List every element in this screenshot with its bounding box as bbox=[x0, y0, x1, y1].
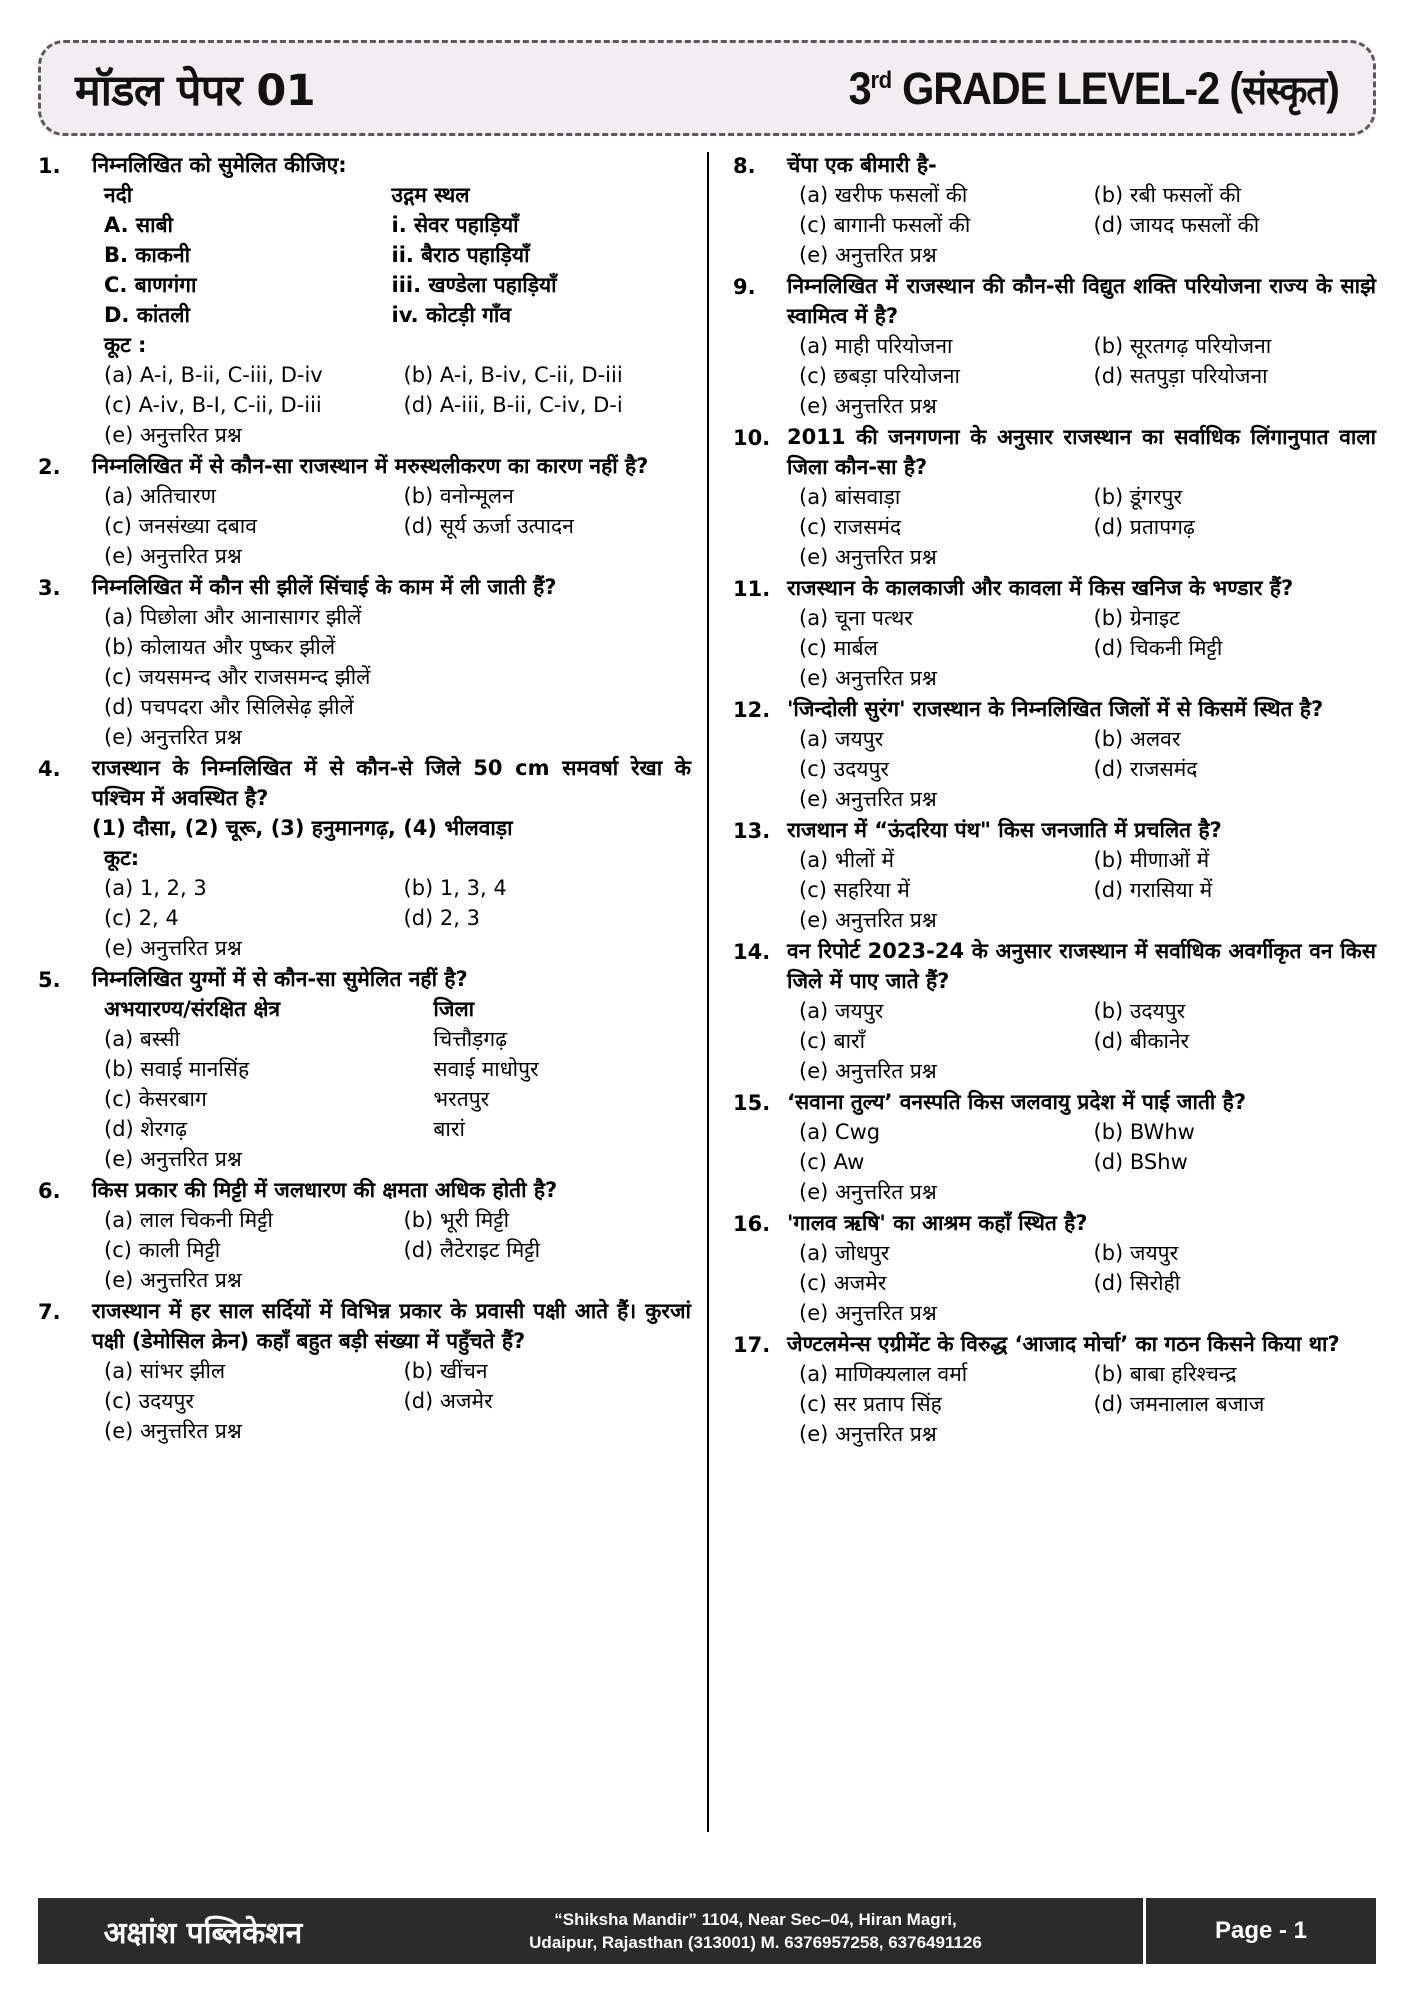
option[interactable]: (e) अनुत्तरित प्रश्न bbox=[799, 1180, 937, 1204]
option[interactable]: (a) बस्सी bbox=[104, 1027, 180, 1051]
option[interactable]: (b) वनोन्मूलन bbox=[403, 484, 514, 508]
option-row bbox=[92, 1114, 691, 1144]
option[interactable]: (d) सिरोही bbox=[1093, 1271, 1181, 1295]
option[interactable]: (a) जोधपुर bbox=[799, 1241, 890, 1265]
option[interactable]: (e) अनुत्तरित प्रश्न bbox=[799, 787, 937, 811]
option[interactable]: (a) माणिक्यलाल वर्मा bbox=[799, 1362, 968, 1386]
question-text: निम्नलिखित में से कौन-सा राजस्थान में मरुस्थलीकरण का कारण नहीं है? bbox=[92, 454, 649, 478]
option-row bbox=[787, 331, 1376, 361]
option-list bbox=[92, 360, 691, 450]
option[interactable]: (d) राजसमंद bbox=[1093, 757, 1198, 781]
question-1 bbox=[38, 150, 691, 450]
question-5 bbox=[38, 964, 691, 1174]
question-number: 3. bbox=[38, 576, 61, 600]
question-body bbox=[787, 422, 1376, 572]
question-17 bbox=[733, 1329, 1376, 1449]
option[interactable]: (c) उदयपुर bbox=[104, 1389, 194, 1413]
option-row bbox=[787, 1268, 1376, 1298]
option-row bbox=[787, 1238, 1376, 1268]
option-row bbox=[787, 512, 1376, 542]
question-3 bbox=[38, 572, 691, 752]
option-list bbox=[92, 1205, 691, 1295]
option[interactable]: (d) 2, 3 bbox=[403, 906, 480, 930]
question-8 bbox=[733, 150, 1376, 270]
option[interactable]: (c) बागानी फसलों की bbox=[799, 213, 971, 237]
option-row bbox=[787, 724, 1376, 754]
exam-title-close: ) bbox=[1326, 62, 1339, 114]
option[interactable]: (e) अनुत्तरित प्रश्न bbox=[799, 545, 937, 569]
option[interactable]: (d) सतपुड़ा परियोजना bbox=[1093, 364, 1268, 388]
question-body bbox=[92, 451, 691, 571]
option[interactable]: (d) सूर्य ऊर्जा उत्पादन bbox=[403, 514, 574, 538]
question-body bbox=[92, 572, 691, 752]
question-4 bbox=[38, 753, 691, 963]
option-list bbox=[92, 873, 691, 963]
question-12 bbox=[733, 694, 1376, 814]
match-header-right: उद्गम स्थल bbox=[391, 183, 470, 207]
option[interactable]: (c) राजसमंद bbox=[799, 515, 902, 539]
question-text: ‘सवाना तुल्य’ वनस्पति किस जलवायु प्रदेश में पाई जाती है? bbox=[787, 1090, 1246, 1114]
page-header bbox=[38, 40, 1376, 136]
question-text: राजस्थान के निम्नलिखित में से कौन-से जिले 50 cm समवर्षा रेखा के पश्चिम में अवस्थित है? bbox=[92, 756, 691, 810]
option[interactable]: (a) 1, 2, 3 bbox=[104, 876, 207, 900]
paper-title: मॉडल पेपर 01 bbox=[75, 65, 316, 116]
match-item-left: A. साबी bbox=[104, 213, 173, 237]
match-row bbox=[92, 240, 691, 270]
question-number: 6. bbox=[38, 1179, 61, 1203]
match-row bbox=[92, 270, 691, 300]
option-row bbox=[787, 996, 1376, 1026]
option-row bbox=[92, 903, 691, 933]
exam-title-ordinal-suffix: rd bbox=[870, 66, 892, 94]
option[interactable]: (b) 1, 3, 4 bbox=[403, 876, 507, 900]
question-text: 2011 की जनगणना के अनुसार राजस्थान का सर्वाधिक लिंगानुपात वाला जिला कौन-सा है? bbox=[787, 425, 1376, 479]
question-14 bbox=[733, 936, 1376, 1086]
question-number: 4. bbox=[38, 757, 61, 781]
option-row bbox=[787, 1147, 1376, 1177]
option[interactable]: (a) पिछोला और आनासागर झीलें bbox=[104, 605, 362, 629]
option-row bbox=[92, 1205, 691, 1235]
option[interactable]: (e) अनुत्तरित प्रश्न bbox=[104, 1268, 242, 1292]
option[interactable]: (e) अनुत्तरित प्रश्न bbox=[104, 936, 242, 960]
option[interactable]: (b) सूरतगढ़ परियोजना bbox=[1093, 334, 1272, 358]
question-number: 14. bbox=[733, 940, 771, 964]
option-row bbox=[92, 692, 691, 722]
option[interactable]: (a) सांभर झील bbox=[104, 1359, 226, 1383]
option[interactable]: (b) भूरी मिट्टी bbox=[403, 1208, 510, 1232]
exam-title-number: 3 bbox=[848, 62, 871, 114]
option-list bbox=[787, 1117, 1376, 1207]
publisher-address bbox=[368, 1898, 1146, 1964]
question-text: राजथान में “ऊंदरिया पंथ" किस जनजाति में प्रचलित है? bbox=[787, 818, 1222, 842]
option-row bbox=[787, 542, 1376, 572]
match-item-right: iv. कोटड़ी गाँव bbox=[391, 303, 512, 327]
option[interactable]: (a) A-i, B-ii, C-iii, D-iv bbox=[104, 363, 323, 387]
question-columns bbox=[38, 150, 1376, 1838]
option-list bbox=[787, 482, 1376, 572]
option[interactable]: (a) लाल चिकनी मिट्टी bbox=[104, 1208, 273, 1232]
question-number: 11. bbox=[733, 577, 771, 601]
option[interactable]: (b) A-i, B-iv, C-ii, D-iii bbox=[403, 363, 623, 387]
option-row bbox=[92, 1356, 691, 1386]
option[interactable]: (a) जयपुर bbox=[799, 727, 884, 751]
option-row bbox=[787, 1177, 1376, 1207]
question-9 bbox=[733, 271, 1376, 421]
koot-label: कूट: bbox=[104, 846, 140, 870]
option[interactable]: (b) कोलायत और पुष्कर झीलें bbox=[104, 635, 336, 659]
option-row bbox=[787, 663, 1376, 693]
option-value: चित्तौड़गढ़ bbox=[433, 1027, 508, 1051]
option[interactable]: (c) मार्बल bbox=[799, 636, 878, 660]
match-item-left: B. काकनी bbox=[104, 243, 191, 267]
match-header-left: नदी bbox=[104, 183, 133, 207]
option-list bbox=[787, 603, 1376, 693]
question-body bbox=[787, 573, 1376, 693]
option[interactable]: (c) जयसमन्द और राजसमन्द झीलें bbox=[104, 665, 371, 689]
option[interactable]: (b) ग्रेनाइट bbox=[1093, 606, 1180, 630]
publisher-brand: अक्षांश पब्लिकेशन bbox=[103, 1915, 303, 1951]
page-number-box bbox=[1146, 1898, 1376, 1964]
exam-title-main: GRADE LEVEL-2 ( bbox=[891, 62, 1243, 114]
option-row bbox=[92, 1386, 691, 1416]
option[interactable]: (d) पचपदरा और सिलिसेढ़ झीलें bbox=[104, 695, 354, 719]
option-list bbox=[787, 1238, 1376, 1328]
option[interactable]: (b) बाबा हरिश्चन्द्र bbox=[1093, 1362, 1237, 1386]
option[interactable]: (e) अनुत्तरित प्रश्न bbox=[799, 666, 937, 690]
option-row bbox=[787, 391, 1376, 421]
question-number: 16. bbox=[733, 1212, 771, 1236]
option[interactable]: (a) Cwg bbox=[799, 1120, 881, 1144]
option-value: भरतपुर bbox=[433, 1087, 490, 1111]
option-row bbox=[92, 1265, 691, 1295]
question-body bbox=[92, 1296, 691, 1446]
option[interactable]: (b) अलवर bbox=[1093, 727, 1181, 751]
option-row bbox=[787, 845, 1376, 875]
option[interactable]: (b) BWhw bbox=[1093, 1120, 1195, 1144]
option-row bbox=[787, 180, 1376, 210]
match-item-right: ii. बैराठ पहाड़ियाँ bbox=[391, 243, 530, 267]
option-row bbox=[787, 240, 1376, 270]
question-number: 7. bbox=[38, 1300, 61, 1324]
option[interactable]: (c) सर प्रताप सिंह bbox=[799, 1392, 942, 1416]
option-value: बारां bbox=[433, 1117, 465, 1141]
page-footer bbox=[38, 1898, 1376, 1964]
option-row bbox=[92, 481, 691, 511]
option-value: सवाई माधोपुर bbox=[433, 1057, 539, 1081]
question-text: राजस्थान के कालकाजी और कावला में किस खनिज के भण्डार हैं? bbox=[787, 576, 1294, 600]
option-row bbox=[787, 784, 1376, 814]
option[interactable]: (c) उदयपुर bbox=[799, 757, 889, 781]
question-2 bbox=[38, 451, 691, 571]
question-body bbox=[787, 1087, 1376, 1207]
question-11 bbox=[733, 573, 1376, 693]
option-list bbox=[787, 845, 1376, 935]
option[interactable]: (e) अनुत्तरित प्रश्न bbox=[799, 243, 937, 267]
option-list bbox=[92, 602, 691, 752]
option[interactable]: (d) बीकानेर bbox=[1093, 1029, 1190, 1053]
option-list bbox=[787, 996, 1376, 1086]
match-item-right: iii. खण्डेला पहाड़ियाँ bbox=[391, 273, 557, 297]
left-question-column bbox=[38, 150, 707, 1838]
option[interactable]: (a) खरीफ फसलों की bbox=[799, 183, 968, 207]
question-number: 8. bbox=[733, 154, 756, 178]
option[interactable]: (d) लैटेराइट मिट्टी bbox=[403, 1238, 541, 1262]
question-number: 5. bbox=[38, 968, 61, 992]
option-row bbox=[92, 1024, 691, 1054]
option-row bbox=[787, 754, 1376, 784]
question-text: किस प्रकार की मिट्टी में जलधारण की क्षमता अधिक होती है? bbox=[92, 1178, 558, 1202]
option[interactable]: (d) A-iii, B-ii, C-iv, D-i bbox=[403, 393, 623, 417]
question-text: वन रिपोर्ट 2023-24 के अनुसार राजस्थान में सर्वाधिक अवर्गीकृत वन किस जिले में पाए जाते हैं? bbox=[787, 939, 1376, 993]
option-row bbox=[92, 1084, 691, 1114]
option[interactable]: (e) अनुत्तरित प्रश्न bbox=[799, 1301, 937, 1325]
question-body bbox=[787, 936, 1376, 1086]
question-body bbox=[787, 1208, 1376, 1328]
option[interactable]: (c) बाराँ bbox=[799, 1029, 866, 1053]
option[interactable]: (c) जनसंख्या दबाव bbox=[104, 514, 257, 538]
question-text: जेण्टलमेन्स एग्रीमेंट के विरुद्ध ‘आजाद मोर्चा’ का गठन किसने किया था? bbox=[787, 1332, 1340, 1356]
question-number: 1. bbox=[38, 154, 61, 178]
option[interactable]: (b) जयपुर bbox=[1093, 1241, 1179, 1265]
question-body bbox=[787, 150, 1376, 270]
question-text: निम्नलिखित को सुमेलित कीजिए: bbox=[92, 153, 347, 177]
exam-title-subject: संस्कृत bbox=[1242, 67, 1327, 114]
question-body bbox=[92, 753, 691, 963]
option-row bbox=[92, 1054, 691, 1084]
question-13 bbox=[733, 815, 1376, 935]
option[interactable]: (c) केसरबाग bbox=[104, 1087, 207, 1111]
question-number: 13. bbox=[733, 819, 771, 843]
option[interactable]: (d) जायद फसलों की bbox=[1093, 213, 1260, 237]
option[interactable]: (d) शेरगढ़ bbox=[104, 1117, 187, 1141]
question-text: निम्नलिखित युग्मों में से कौन-सा सुमेलित नहीं है? bbox=[92, 967, 468, 991]
address-line-1: “Shiksha Mandir” 1104, Near Sec–04, Hiran Magri, bbox=[554, 1910, 957, 1929]
option-row bbox=[787, 1298, 1376, 1328]
option-list bbox=[92, 481, 691, 571]
question-6 bbox=[38, 1175, 691, 1295]
option-row bbox=[92, 873, 691, 903]
option-row bbox=[787, 633, 1376, 663]
option-row bbox=[92, 632, 691, 662]
option-row bbox=[92, 541, 691, 571]
option[interactable]: (b) उदयपुर bbox=[1093, 999, 1186, 1023]
option-list bbox=[787, 180, 1376, 270]
option-row bbox=[787, 603, 1376, 633]
question-text: 'जिन्दोली सुरंग' राजस्थान के निम्नलिखित जिलों में से किसमें स्थित है? bbox=[787, 697, 1324, 721]
option[interactable]: (d) प्रतापगढ़ bbox=[1093, 515, 1195, 539]
question-number: 10. bbox=[733, 426, 771, 450]
option[interactable]: (b) मीणाओं में bbox=[1093, 848, 1210, 872]
option-row bbox=[787, 905, 1376, 935]
option[interactable]: (b) खींचन bbox=[403, 1359, 488, 1383]
option-row bbox=[787, 1056, 1376, 1086]
right-question-column bbox=[707, 150, 1376, 1838]
match-item-left: D. कांतली bbox=[104, 303, 190, 327]
question-body bbox=[92, 150, 691, 450]
option[interactable]: (c) 2, 4 bbox=[104, 906, 179, 930]
option[interactable]: (e) अनुत्तरित प्रश्न bbox=[799, 908, 937, 932]
option-row bbox=[92, 933, 691, 963]
question-number: 15. bbox=[733, 1091, 771, 1115]
option[interactable]: (d) BShw bbox=[1093, 1150, 1188, 1174]
page-number-label: Page - 1 bbox=[1214, 1917, 1308, 1944]
question-number: 9. bbox=[733, 275, 756, 299]
option[interactable]: (a) भीलों में bbox=[799, 848, 895, 872]
question-16 bbox=[733, 1208, 1376, 1328]
option[interactable]: (d) जमनालाल बजाज bbox=[1093, 1392, 1265, 1416]
question-text: राजस्थान में हर साल सर्दियों में विभिन्न प्रकार के प्रवासी पक्षी आते हैं। कुरजां पक्षी (डेमोसिल क्रेन) कहाँ बहुत बड़ी संख्या में पहुँचते हैं? bbox=[92, 1299, 691, 1353]
option[interactable]: (d) गरासिया में bbox=[1093, 878, 1213, 902]
option-row bbox=[787, 1026, 1376, 1056]
option[interactable]: (e) अनुत्तरित प्रश्न bbox=[799, 1059, 937, 1083]
match-row bbox=[92, 210, 691, 240]
option-row bbox=[92, 662, 691, 692]
option[interactable]: (e) अनुत्तरित प्रश्न bbox=[104, 1147, 242, 1171]
question-text: 'गालव ऋषि' का आश्रम कहाँ स्थित है? bbox=[787, 1211, 1088, 1235]
option-row bbox=[787, 1419, 1376, 1449]
exam-title bbox=[849, 61, 1339, 116]
question-number: 12. bbox=[733, 698, 771, 722]
koot-label: कूट : bbox=[104, 333, 147, 357]
option-row bbox=[92, 511, 691, 541]
pair-table-header bbox=[92, 994, 691, 1024]
option-list bbox=[787, 331, 1376, 421]
option-row bbox=[787, 210, 1376, 240]
option[interactable]: (e) अनुत्तरित प्रश्न bbox=[799, 394, 937, 418]
option-list bbox=[92, 1356, 691, 1446]
option[interactable]: (a) बांसवाड़ा bbox=[799, 485, 901, 509]
option-row bbox=[92, 722, 691, 752]
option[interactable]: (b) रबी फसलों की bbox=[1093, 183, 1241, 207]
option-row bbox=[92, 360, 691, 390]
option[interactable]: (a) माही परियोजना bbox=[799, 334, 953, 358]
question-number: 17. bbox=[733, 1333, 771, 1357]
option[interactable]: (e) अनुत्तरित प्रश्न bbox=[104, 423, 242, 447]
question-body bbox=[787, 694, 1376, 814]
question-body bbox=[787, 815, 1376, 935]
option-row bbox=[92, 1235, 691, 1265]
option-list bbox=[787, 724, 1376, 814]
question-body bbox=[92, 964, 691, 1174]
option[interactable]: (e) अनुत्तरित प्रश्न bbox=[799, 1422, 937, 1446]
option[interactable]: (c) काली मिट्टी bbox=[104, 1238, 221, 1262]
option[interactable]: (e) अनुत्तरित प्रश्न bbox=[104, 725, 242, 749]
option[interactable]: (d) चिकनी मिट्टी bbox=[1093, 636, 1223, 660]
question-10 bbox=[733, 422, 1376, 572]
option[interactable]: (b) सवाई मानसिंह bbox=[104, 1057, 250, 1081]
match-row bbox=[92, 300, 691, 330]
match-item-left: C. बाणगंगा bbox=[104, 273, 197, 297]
option-row bbox=[787, 1117, 1376, 1147]
option[interactable]: (a) अतिचारण bbox=[104, 484, 216, 508]
option[interactable]: (e) अनुत्तरित प्रश्न bbox=[104, 1419, 242, 1443]
column-divider bbox=[707, 152, 709, 1832]
question-text: चेंपा एक बीमारी है- bbox=[787, 153, 937, 177]
option[interactable]: (a) जयपुर bbox=[799, 999, 884, 1023]
pair-header-right: जिला bbox=[433, 997, 475, 1021]
question-7 bbox=[38, 1296, 691, 1446]
question-number: 2. bbox=[38, 455, 61, 479]
option-row bbox=[787, 1359, 1376, 1389]
option[interactable]: (c) अजमेर bbox=[799, 1271, 887, 1295]
option[interactable]: (e) अनुत्तरित प्रश्न bbox=[104, 544, 242, 568]
option[interactable]: (c) छबड़ा परियोजना bbox=[799, 364, 960, 388]
match-table-header bbox=[92, 180, 691, 210]
option-row bbox=[92, 390, 691, 420]
option[interactable]: (b) डूंगरपुर bbox=[1093, 485, 1183, 509]
address-line-2: Udaipur, Rajasthan (313001) M. 6376957258, 6376491126 bbox=[529, 1933, 982, 1952]
match-item-right: i. सेवर पहाड़ियाँ bbox=[391, 213, 519, 237]
option-row bbox=[787, 482, 1376, 512]
option-row bbox=[92, 1416, 691, 1446]
option[interactable]: (c) A-iv, B-I, C-ii, D-iii bbox=[104, 393, 322, 417]
question-body bbox=[92, 1175, 691, 1295]
option-list bbox=[787, 1359, 1376, 1449]
option-row bbox=[787, 1389, 1376, 1419]
option-row bbox=[92, 1144, 691, 1174]
pair-header-left: अभयारण्य/संरक्षित क्षेत्र bbox=[104, 997, 281, 1021]
option-row bbox=[787, 361, 1376, 391]
option[interactable]: (d) अजमेर bbox=[403, 1389, 493, 1413]
question-body bbox=[787, 1329, 1376, 1449]
question-statements: (1) दौसा, (2) चूरू, (3) हनुमानगढ़, (4) भीलवाड़ा bbox=[92, 816, 513, 840]
option-row bbox=[92, 602, 691, 632]
question-15 bbox=[733, 1087, 1376, 1207]
option-row bbox=[787, 875, 1376, 905]
question-body bbox=[787, 271, 1376, 421]
option[interactable]: (c) Aw bbox=[799, 1150, 865, 1174]
question-text: निम्नलिखित में कौन सी झीलें सिंचाई के काम में ली जाती हैं? bbox=[92, 575, 557, 599]
question-text: निम्नलिखित में राजस्थान की कौन-सी विद्युत शक्ति परियोजना राज्य के साझे स्वामित्व में है? bbox=[787, 274, 1376, 328]
option[interactable]: (c) सहरिया में bbox=[799, 878, 910, 902]
option-row bbox=[92, 420, 691, 450]
option[interactable]: (a) चूना पत्थर bbox=[799, 606, 913, 630]
